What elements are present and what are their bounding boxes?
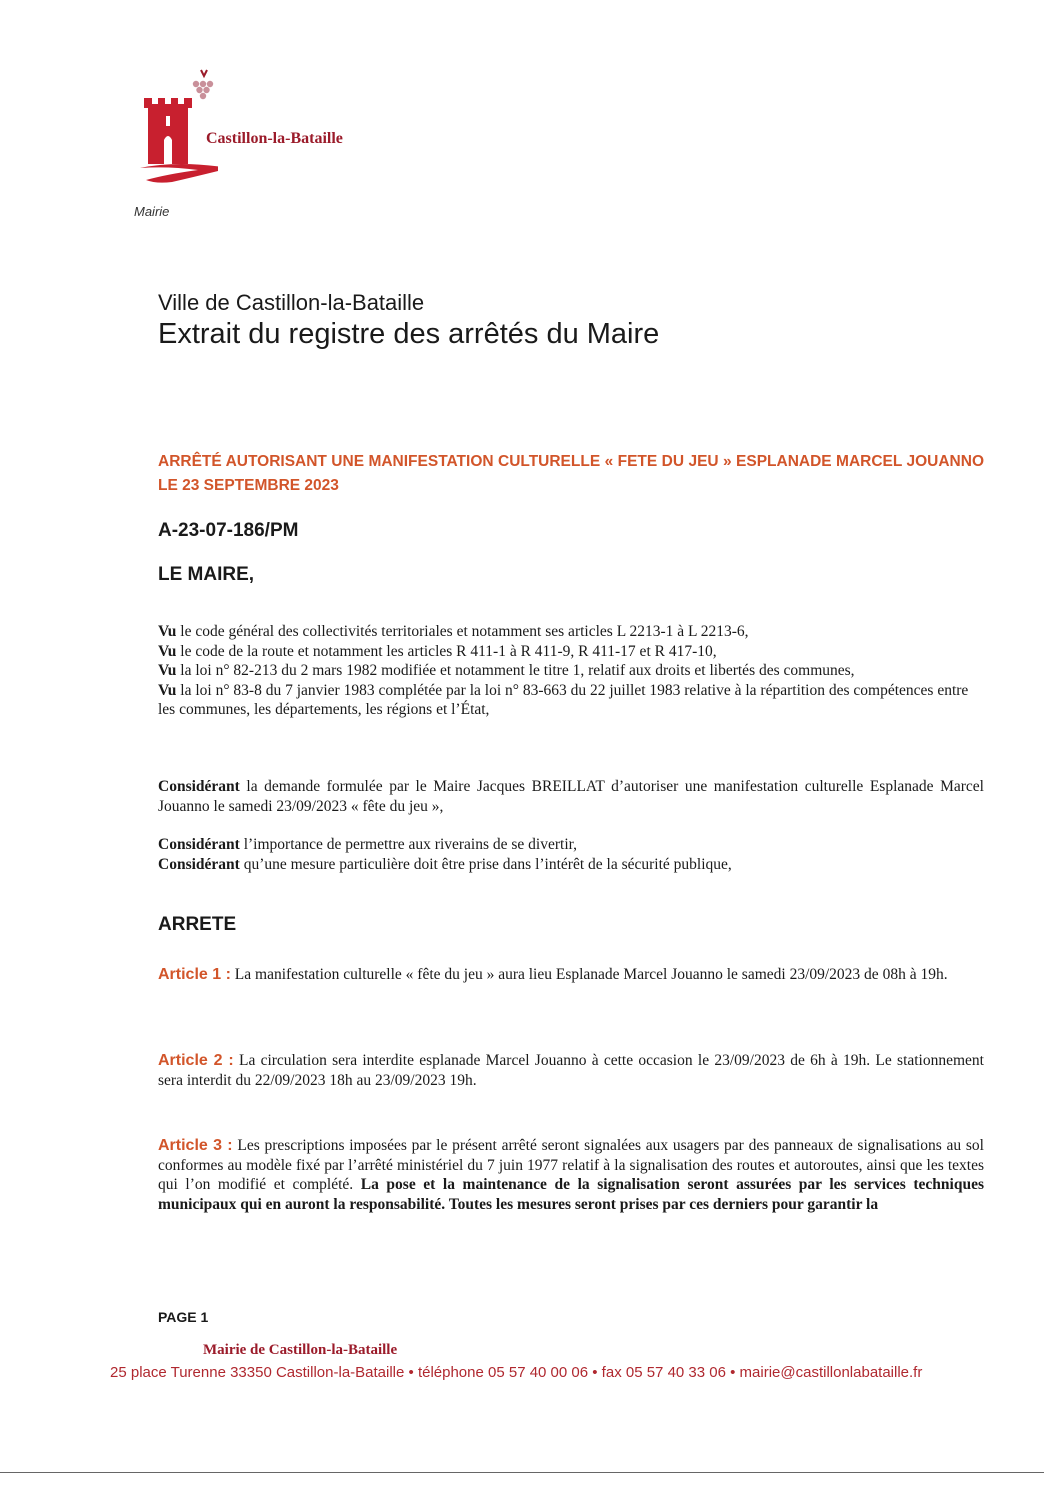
authority-label: LE MAIRE, bbox=[158, 564, 255, 585]
considerant-item: Considérant la demande formulée par le Maire Jacques BREILLAT d’autoriser une manifestation culturelle Esplanade Marcel Jouanno le samedi 23/09/2023 « fête du jeu », bbox=[158, 778, 984, 815]
document-title: Extrait du registre des arrêtés du Maire bbox=[158, 318, 660, 350]
article-label: Article 3 : bbox=[158, 1137, 233, 1154]
footer-address: 25 place Turenne 33350 Castillon-la-Bataille • téléphone 05 57 40 00 06 • fax 05 57 40 33 06 • mairie@castillonlabataille.fr bbox=[110, 1364, 923, 1381]
article-text: Les prescriptions imposées par le présent arrêté seront signalées aux usagers par des panneaux de signalisations au sol conformes au modèle fixé par l’arrêté ministériel du 7 juin 1977 relatif à la signalisation des routes et autoroutes, ainsi que les textes qui l’on modifié et complété. bbox=[158, 1137, 984, 1193]
article-2 bbox=[158, 1051, 984, 1090]
article-1 bbox=[158, 965, 984, 985]
logo-town-name: Castillon-la-Bataille bbox=[206, 130, 343, 147]
article-text: La manifestation culturelle « fête du jeu » aura lieu Esplanade Marcel Jouanno le samedi 23/09/2023 de 08h à 19h. bbox=[230, 966, 948, 983]
considerant-item: Considérant l’importance de permettre aux riverains de se divertir, bbox=[158, 836, 578, 853]
castle-tower-icon bbox=[138, 64, 218, 184]
legal-basis-item: Vu le code général des collectivités territoriales et notamment ses articles L 2213-1 à L 2213-6, bbox=[158, 623, 749, 640]
article-text: La circulation sera interdite esplanade Marcel Jouanno à cette occasion le 23/09/2023 de 6h à 19h. Le stationnement sera interdit du 22/09/2023 18h au 23/09/2023 19h. bbox=[158, 1052, 984, 1089]
town-logo bbox=[110, 64, 430, 224]
bottom-divider bbox=[0, 1472, 1044, 1473]
legal-basis-list bbox=[158, 622, 984, 720]
legal-basis-item: Vu la loi n° 83-8 du 7 janvier 1983 complétée par la loi n° 83-663 du 22 juillet 1983 relative à la répartition des compétences entre les communes, les départements, les régions et l’État, bbox=[158, 681, 969, 718]
considerant-item: Considérant qu’une mesure particulière doit être prise dans l’intérêt de la sécurité publique, bbox=[158, 855, 732, 873]
legal-basis-item: Vu la loi n° 82-213 du 2 mars 1982 modifiée et notamment le titre 1, relatif aux droits et libertés des communes, bbox=[158, 662, 855, 679]
considerant-block bbox=[158, 835, 984, 874]
logo-subtitle: Mairie bbox=[134, 204, 170, 219]
footer-organization: Mairie de Castillon-la-Bataille bbox=[203, 1342, 398, 1358]
page-number: PAGE 1 bbox=[158, 1309, 209, 1325]
legal-basis-item: Vu le code de la route et notamment les articles R 411-1 à R 411-9, R 411-17 et R 417-10, bbox=[158, 642, 717, 660]
arrete-label: ARRETE bbox=[158, 914, 237, 935]
article-label: Article 2 : bbox=[158, 1052, 234, 1069]
article-3 bbox=[158, 1136, 984, 1214]
decree-heading: ARRÊTÉ AUTORISANT UNE MANIFESTATION CULTURELLE « FETE DU JEU » ESPLANADE MARCEL JOUANNO LE 23 SEPTEMBRE 2023 bbox=[158, 453, 984, 494]
considerant-block bbox=[158, 777, 984, 816]
decree-reference: A-23-07-186/PM bbox=[158, 520, 299, 541]
city-name: Ville de Castillon-la-Bataille bbox=[158, 290, 425, 315]
article-bold-text: La pose et la maintenance de la signalisation seront assurées par les services techniques municipaux qui en auront la responsabilité. Toutes les mesures seront prises par ces derniers pour garantir la bbox=[158, 1176, 984, 1213]
article-label: Article 1 : bbox=[158, 966, 231, 983]
